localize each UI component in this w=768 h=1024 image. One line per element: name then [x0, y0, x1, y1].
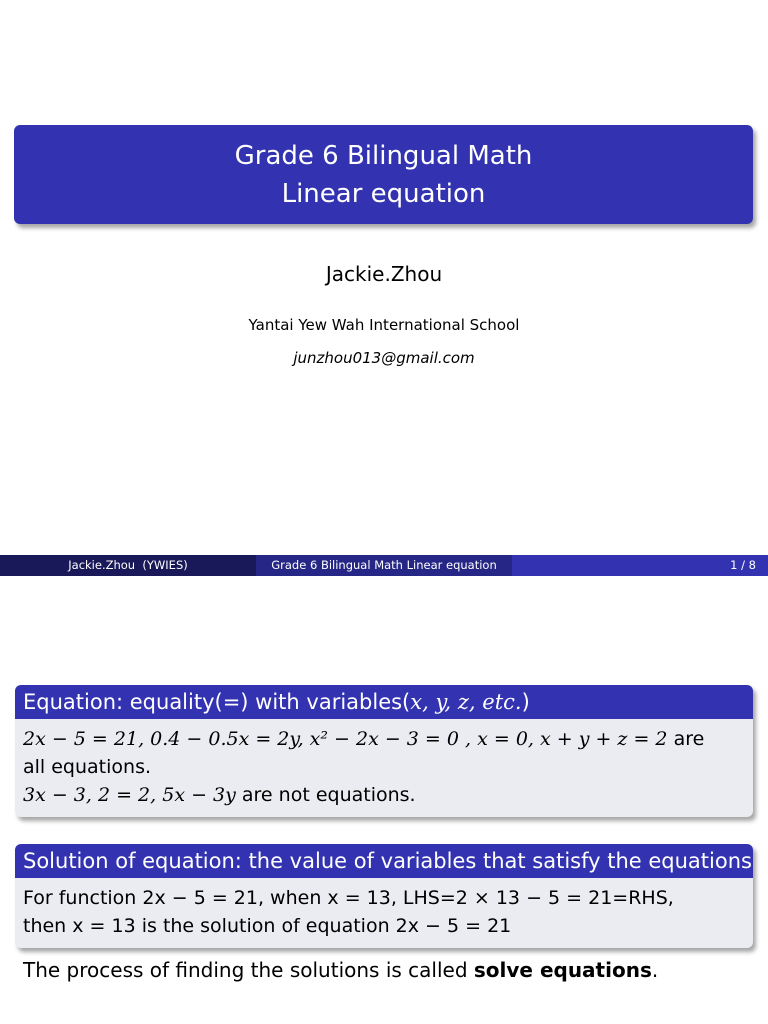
- footer-author: Jackie.Zhou (YWIES): [0, 555, 256, 576]
- block-title-variables: x, y, z, etc.: [410, 690, 522, 714]
- block-title-text: Equation: equality(=) with variables(: [23, 690, 411, 714]
- equation-examples: 2x − 5 = 21, 0.4 − 0.5x = 2y, x² − 2x − 3 = 0 , x = 0, x + y + z = 2: [23, 728, 668, 750]
- solve-equations-note: [23, 958, 658, 982]
- equation-examples-suffix: are: [667, 728, 705, 750]
- presentation-subtitle: Linear equation: [281, 178, 486, 209]
- author-name: Jackie.Zhou: [325, 262, 443, 286]
- non-equation-examples: 3x − 3, 2 = 2, 5x − 3y: [23, 784, 236, 806]
- solution-definition-block: [15, 844, 753, 948]
- note-text: The process of finding the solutions is called: [23, 958, 474, 982]
- note-end: .: [651, 958, 659, 982]
- non-equation-examples-line: [23, 781, 745, 809]
- equation-definition-block: [15, 685, 753, 817]
- title-block: [14, 125, 753, 224]
- equation-examples-line2: all equations.: [23, 756, 152, 778]
- footer-page-number: 1 / 8: [512, 555, 768, 576]
- block-title: [15, 685, 753, 719]
- block-title-close: ): [521, 690, 530, 714]
- content-slide: [0, 576, 768, 1024]
- institute-name: Yantai Yew Wah International School: [248, 316, 520, 334]
- footline: [0, 555, 768, 576]
- author-email: junzhou013@gmail.com: [293, 349, 475, 367]
- solution-example-line2: then x = 13 is the solution of equation 2x − 5 = 21: [23, 915, 512, 937]
- solution-example-line1: For function 2x − 5 = 21, when x = 13, LHS=2 × 13 − 5 = 21=RHS,: [23, 887, 674, 909]
- presentation-title: Grade 6 Bilingual Math: [234, 140, 533, 171]
- footer-title: Grade 6 Bilingual Math Linear equation: [256, 555, 512, 576]
- block-body: [15, 878, 753, 948]
- equation-examples-line: [23, 725, 745, 753]
- note-bold-term: solve equations: [473, 958, 652, 982]
- block-body: [15, 719, 753, 817]
- non-equation-examples-suffix: are not equations.: [235, 784, 416, 806]
- block-title: Solution of equation: the value of variables that satisfy the equations: [15, 844, 753, 878]
